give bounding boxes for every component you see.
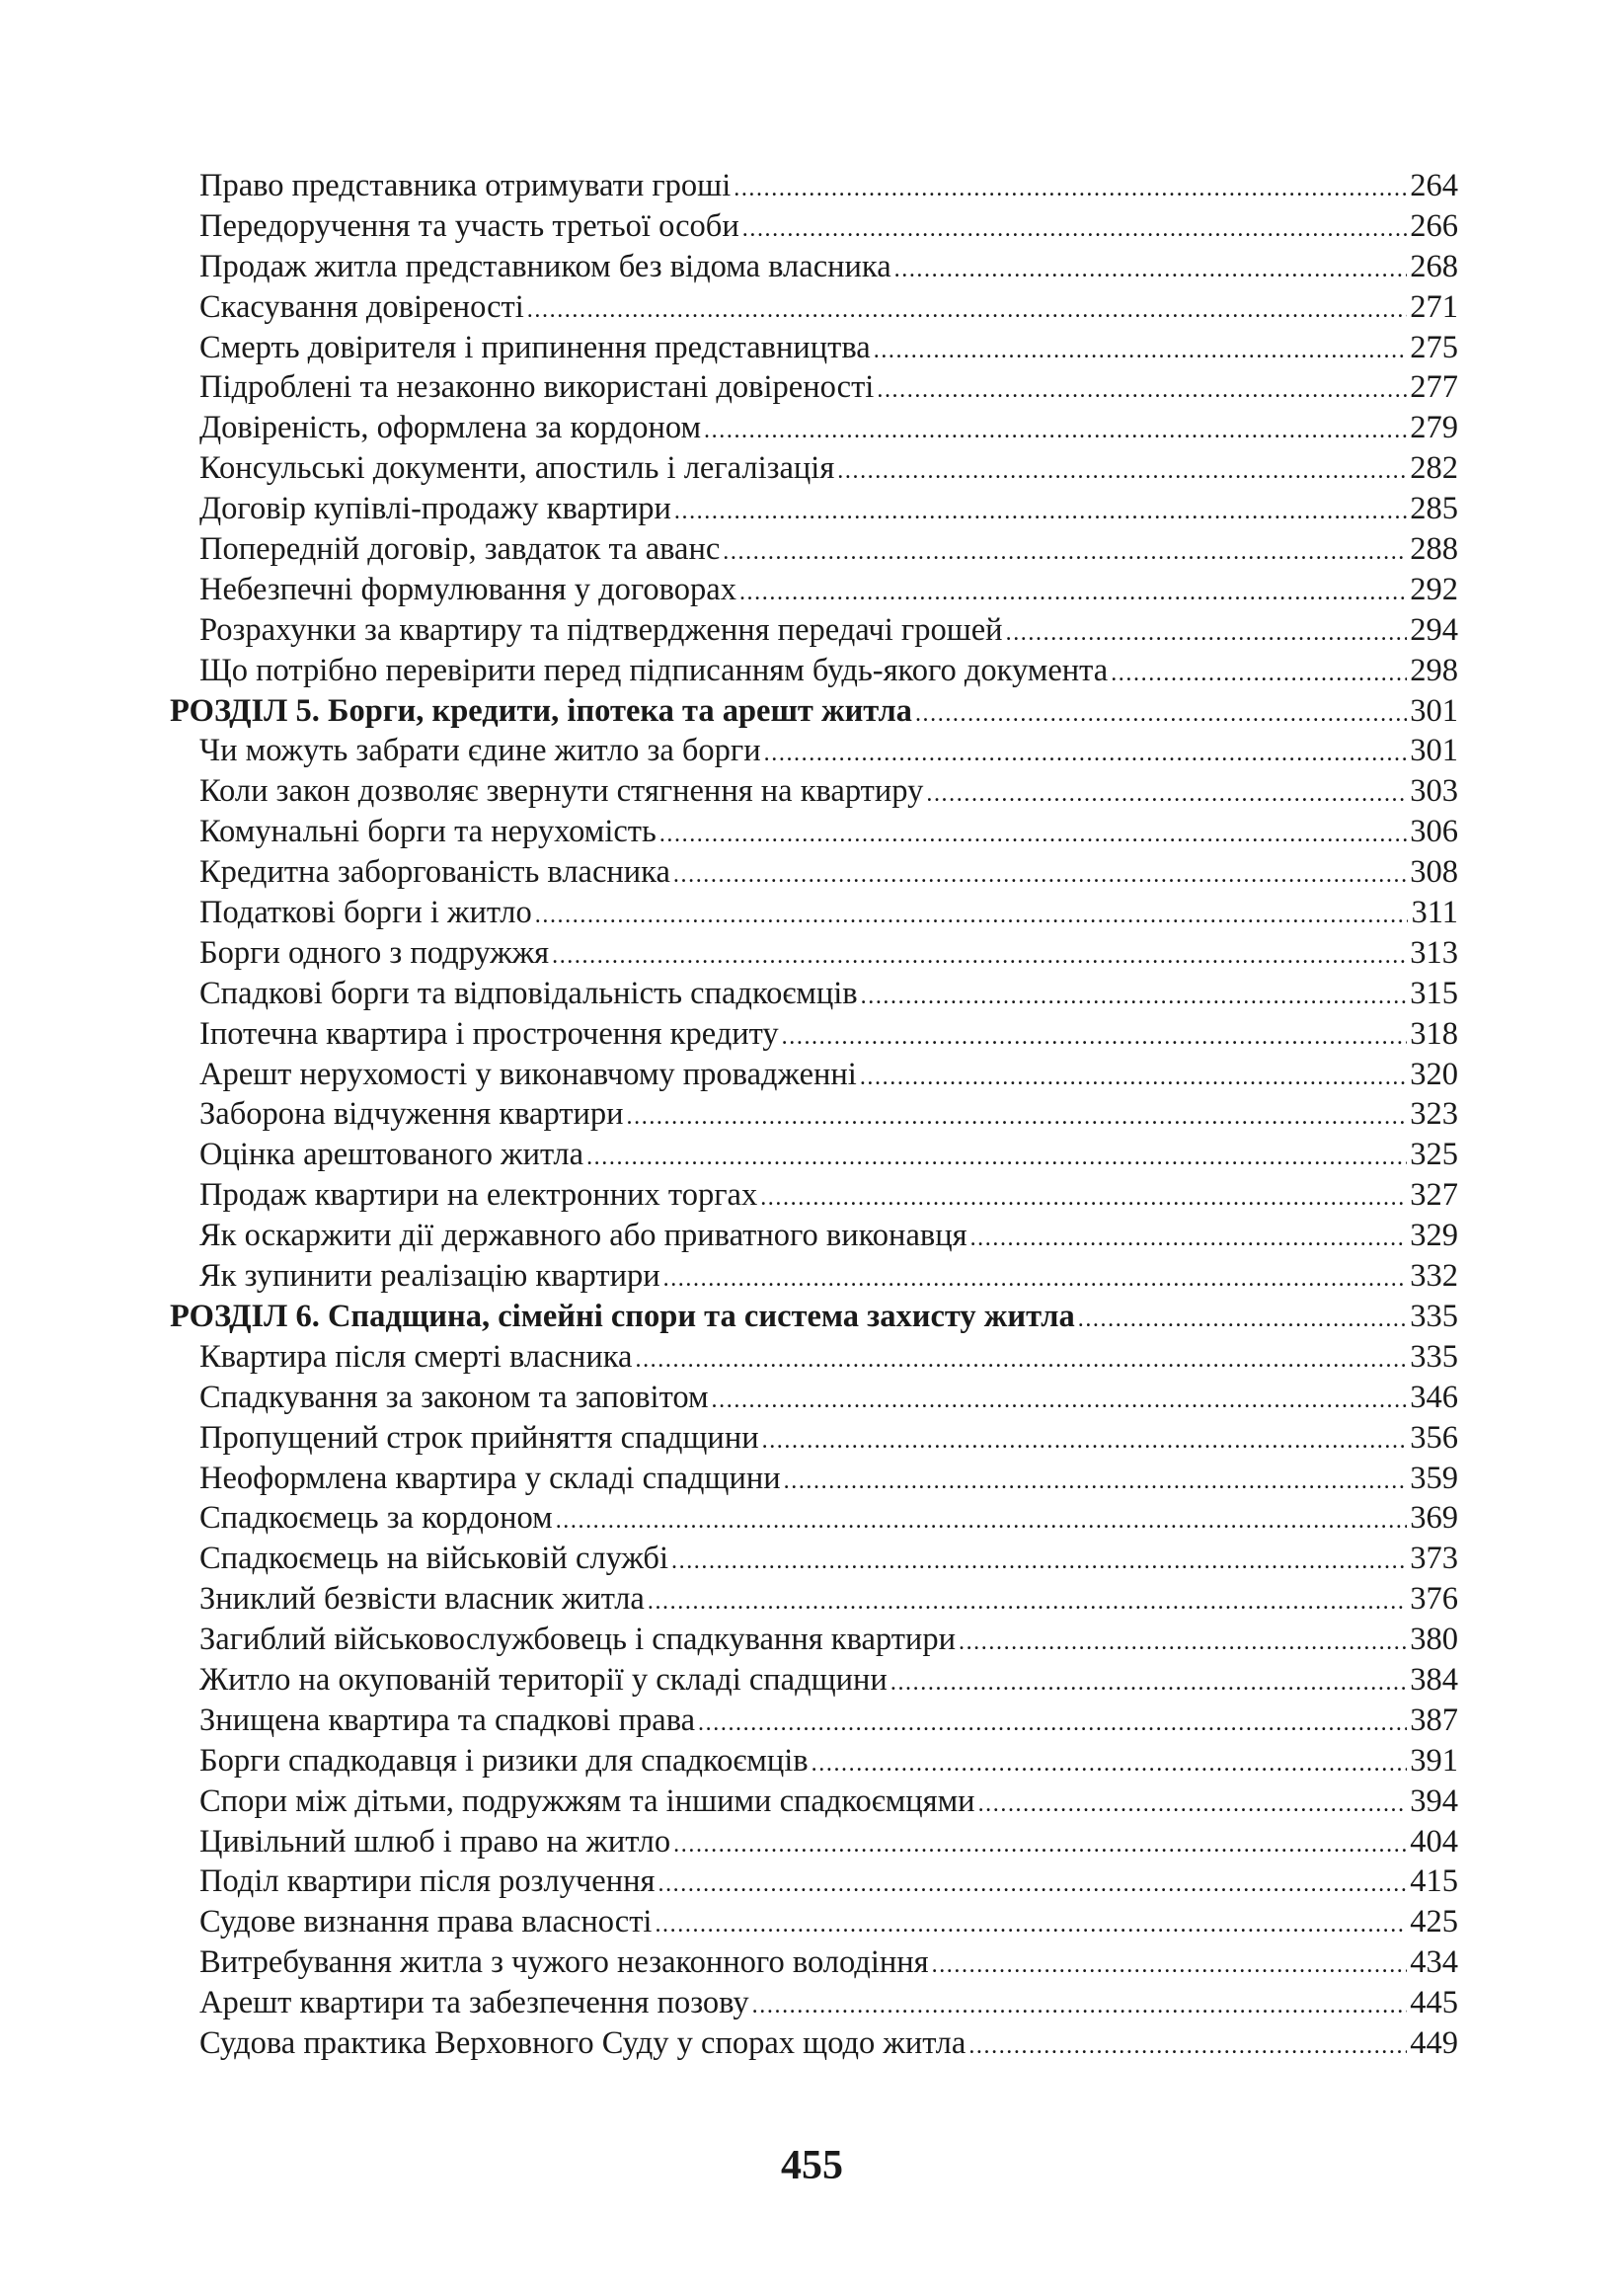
dot-leader — [655, 1905, 1407, 1942]
toc-entry — [170, 1701, 1458, 1741]
toc-entry-page: 335 — [1410, 1298, 1458, 1334]
dot-leader — [712, 1381, 1408, 1418]
dot-leader — [782, 1017, 1408, 1055]
dot-leader — [742, 209, 1408, 247]
toc-entry-title: Загиблий військовослужбовець і спадкування квартири — [199, 1622, 956, 1658]
dot-leader — [552, 936, 1407, 974]
dot-leader — [890, 1663, 1407, 1701]
dot-leader — [959, 1623, 1407, 1660]
toc-entry — [170, 731, 1458, 771]
dot-leader — [762, 1421, 1408, 1459]
toc-entry — [170, 1741, 1458, 1781]
toc-entry-page: 315 — [1410, 975, 1458, 1011]
toc-entry-page: 318 — [1410, 1015, 1458, 1052]
toc-entry-page: 303 — [1410, 773, 1458, 810]
toc-entry-title: Як оскаржити дії державного або приватного виконавця — [199, 1218, 967, 1254]
toc-entry — [170, 852, 1458, 893]
toc-entry-title: Оцінка арештованого житла — [199, 1137, 584, 1173]
dot-leader — [837, 451, 1407, 489]
dot-leader — [673, 1825, 1407, 1862]
toc-entry-title: Скасування довіреності — [199, 288, 524, 325]
toc-entry-title: Підроблені та незаконно використані довіреності — [199, 369, 875, 406]
dot-leader — [874, 331, 1408, 368]
toc-entry-page: 323 — [1410, 1096, 1458, 1133]
toc-entry-title: Арешт нерухомості у виконавчому провадженні — [199, 1056, 857, 1092]
toc-entry — [170, 328, 1458, 368]
toc-entry-title: Цивільний шлюб і право на житло — [199, 1823, 671, 1860]
toc-entry-page: 373 — [1410, 1541, 1458, 1577]
toc-entry-page: 325 — [1410, 1137, 1458, 1173]
toc-entry-title: Розрахунки за квартиру та підтвердження передачі грошей — [199, 611, 1003, 648]
toc-entry — [170, 206, 1458, 247]
toc-entry-page: 329 — [1410, 1218, 1458, 1254]
toc-entry-page: 384 — [1410, 1661, 1458, 1698]
dot-leader — [877, 370, 1407, 408]
toc-entry-title: Довіреність, оформлена за кордоном — [199, 410, 702, 446]
toc-entry-title: Договір купівлі-продажу квартири — [199, 491, 671, 527]
toc-entry-title: Квартира після смерті власника — [199, 1338, 633, 1375]
toc-entry — [170, 1378, 1458, 1418]
toc-entry-title: Смерть довірителя і припинення представництва — [199, 329, 871, 365]
toc-entry-page: 294 — [1410, 611, 1458, 648]
page-number: 455 — [781, 2143, 843, 2188]
toc-entry — [170, 1539, 1458, 1579]
toc-entry-page: 313 — [1410, 934, 1458, 971]
toc-entry-page: 301 — [1410, 733, 1458, 769]
toc-entry — [170, 2023, 1458, 2064]
toc-entry — [170, 610, 1458, 651]
toc-entry-page: 301 — [1410, 692, 1458, 729]
toc-entry — [170, 1902, 1458, 1942]
dot-leader — [932, 1945, 1408, 1983]
toc-entry-page: 449 — [1410, 2024, 1458, 2061]
toc-entry-page: 391 — [1410, 1742, 1458, 1779]
toc-entry-page: 306 — [1410, 814, 1458, 850]
dot-leader — [527, 290, 1407, 328]
toc-entry-title: Іпотечна квартира і прострочення кредиту — [199, 1015, 779, 1052]
toc-entry — [170, 893, 1458, 933]
dot-leader — [1111, 654, 1407, 691]
toc-entry-title: Спадкоємець на військовій службі — [199, 1541, 668, 1577]
toc-entry — [170, 974, 1458, 1014]
toc-entry — [170, 651, 1458, 691]
dot-leader — [657, 1864, 1407, 1902]
toc-entry-page: 298 — [1410, 652, 1458, 688]
toc-entry-title: Як зупинити реалізацію квартири — [199, 1258, 660, 1295]
dot-leader — [556, 1501, 1408, 1539]
dot-leader — [673, 855, 1407, 893]
toc-entry — [170, 1579, 1458, 1620]
dot-leader — [1006, 613, 1408, 651]
toc-entry — [170, 812, 1458, 852]
toc-entry-title: Спадкові борги та відповідальність спадкоємців — [199, 975, 858, 1011]
dot-leader — [704, 411, 1407, 448]
toc-entry-title: Судова практика Верховного Суду у спорах щодо житла — [199, 2024, 967, 2061]
dot-leader — [812, 1744, 1408, 1781]
toc-entry — [170, 1781, 1458, 1822]
toc-entry — [170, 1459, 1458, 1499]
dot-leader — [926, 774, 1407, 812]
toc-section-heading — [170, 691, 1458, 732]
toc-entry-page: 376 — [1410, 1581, 1458, 1618]
toc-entry — [170, 1256, 1458, 1297]
toc-entry-title: Консульські документи, апостиль і легалізація — [199, 450, 835, 487]
toc-entry-page: 356 — [1410, 1419, 1458, 1456]
toc-entry-title: Небезпечні формулювання у договорах — [199, 571, 736, 607]
dot-leader — [860, 1058, 1407, 1095]
toc-entry-title: Арешт квартири та забезпечення позову — [199, 1985, 749, 2021]
toc-entry-title: Знищена квартира та спадкові права — [199, 1702, 696, 1738]
dot-leader — [894, 250, 1408, 287]
toc-entry — [170, 489, 1458, 529]
toc-entry — [170, 1861, 1458, 1902]
toc-entry-page: 387 — [1410, 1702, 1458, 1738]
dot-leader — [915, 694, 1407, 732]
dot-leader — [760, 1178, 1407, 1216]
toc-entry-title: Житло на окупованій території у складі спадщини — [199, 1661, 888, 1698]
toc-entry-title: Зниклий безвісти власник житла — [199, 1581, 645, 1618]
toc-entry-title: Чи можуть забрати єдине житло за борги — [199, 733, 761, 769]
toc-entry-title: РОЗДІЛ 5. Борги, кредити, іпотека та арешт житла — [170, 692, 912, 729]
toc-entry-page: 425 — [1410, 1904, 1458, 1940]
toc-entry — [170, 1418, 1458, 1459]
dot-leader — [978, 1784, 1408, 1822]
toc-entry — [170, 1498, 1458, 1539]
toc-entry-title: Судове визнання права власності — [199, 1904, 653, 1940]
dot-leader — [535, 896, 1409, 933]
toc-entry — [170, 287, 1458, 328]
toc-entry-title: Спадкування за законом та заповітом — [199, 1379, 709, 1415]
toc-section-heading — [170, 1297, 1458, 1337]
toc-entry-page: 415 — [1410, 1863, 1458, 1900]
toc-entry-page: 369 — [1410, 1500, 1458, 1537]
dot-leader — [734, 169, 1407, 206]
dot-leader — [968, 2026, 1407, 2064]
dot-leader — [674, 492, 1407, 529]
toc-entry-page: 279 — [1410, 410, 1458, 446]
dot-leader — [586, 1138, 1407, 1175]
toc-entry — [170, 1620, 1458, 1660]
toc-entry-page: 285 — [1410, 491, 1458, 527]
toc-entry-title: Продаж житла представником без відома власника — [199, 248, 891, 284]
dot-leader — [752, 1986, 1408, 2023]
toc-entry-title: Борги одного з подружжя — [199, 934, 550, 971]
toc-entry — [170, 166, 1458, 206]
toc-entry-page: 346 — [1410, 1379, 1458, 1415]
toc-entry — [170, 1094, 1458, 1135]
toc-entry — [170, 1135, 1458, 1175]
toc-entry — [170, 1175, 1458, 1216]
toc-entry — [170, 570, 1458, 610]
toc-entry-page: 271 — [1410, 288, 1458, 325]
toc-entry-page: 332 — [1410, 1258, 1458, 1295]
dot-leader — [764, 734, 1408, 771]
dot-leader — [648, 1582, 1407, 1620]
toc-entry-page: 380 — [1410, 1622, 1458, 1658]
toc-entry-title: Податкові борги і житло — [199, 895, 532, 931]
toc-entry-page: 359 — [1410, 1460, 1458, 1496]
toc-entry-page: 275 — [1410, 329, 1458, 365]
dot-leader — [784, 1462, 1408, 1499]
dot-leader — [635, 1340, 1407, 1378]
dot-leader — [671, 1542, 1407, 1579]
toc-entry-page: 308 — [1410, 854, 1458, 891]
toc-entry — [170, 1014, 1458, 1055]
toc-entry-title: Спадкоємець за кордоном — [199, 1500, 553, 1537]
dot-leader — [970, 1219, 1408, 1256]
dot-leader — [723, 532, 1407, 570]
dot-leader — [698, 1703, 1407, 1741]
toc-entry-title: Продаж квартири на електронних торгах — [199, 1177, 758, 1214]
toc-entry-title: Поділ квартири після розлучення — [199, 1863, 656, 1900]
toc-entry — [170, 448, 1458, 489]
toc-entry — [170, 1822, 1458, 1862]
toc-entry-page: 292 — [1410, 571, 1458, 607]
toc-entry-page: 445 — [1410, 1985, 1458, 2021]
toc-entry-page: 264 — [1410, 168, 1458, 203]
toc-entry-title: Попередній договір, завдаток та аванс — [199, 531, 721, 568]
toc-entry-title: Право представника отримувати гроші — [199, 168, 732, 203]
dot-leader — [1078, 1300, 1408, 1337]
toc-entry-title: Витребування житла з чужого незаконного володіння — [199, 1944, 929, 1981]
toc-entry-page: 327 — [1410, 1177, 1458, 1214]
toc-entry-page: 404 — [1410, 1823, 1458, 1860]
toc-entry-title: Пропущений строк прийняття спадщини — [199, 1419, 759, 1456]
dot-leader — [659, 815, 1407, 852]
dot-leader — [627, 1097, 1408, 1135]
toc-entry-page: 320 — [1410, 1056, 1458, 1092]
toc-entry-title: Спори між дітьми, подружжям та іншими спадкоємцями — [199, 1782, 975, 1819]
toc-entry-title: Кредитна заборгованість власника — [199, 854, 670, 891]
toc-entry-page: 394 — [1410, 1782, 1458, 1819]
toc-entry-page: 311 — [1411, 895, 1458, 931]
toc-entry-title: Що потрібно перевірити перед підписанням будь-якого документа — [199, 652, 1109, 688]
toc-entry-page: 266 — [1410, 207, 1458, 244]
toc-entry — [170, 529, 1458, 570]
toc-entry — [170, 933, 1458, 974]
toc-entry — [170, 1055, 1458, 1095]
toc-entry-title: Передоручення та участь третьої особи — [199, 207, 739, 244]
toc-entry — [170, 408, 1458, 448]
toc-entry-title: Неоформлена квартира у складі спадщини — [199, 1460, 781, 1496]
toc-entry — [170, 1983, 1458, 2023]
toc-entry-title: Коли закон дозволяє звернути стягнення на квартиру — [199, 773, 924, 810]
toc-entry-page: 268 — [1410, 248, 1458, 284]
toc-entry-title: Комунальні борги та нерухомість — [199, 814, 657, 850]
dot-leader — [663, 1259, 1408, 1297]
toc-entry — [170, 1660, 1458, 1701]
dot-leader — [861, 977, 1408, 1014]
toc-entry — [170, 1337, 1458, 1378]
toc-entry-page: 335 — [1410, 1338, 1458, 1375]
toc-entry-title: Борги спадкодавця і ризики для спадкоємців — [199, 1742, 809, 1779]
toc-entry-title: РОЗДІЛ 6. Спадщина, сімейні спори та система захисту житла — [170, 1298, 1075, 1334]
toc-entry-page: 288 — [1410, 531, 1458, 568]
toc-entry — [170, 367, 1458, 408]
toc-entry-page: 282 — [1410, 450, 1458, 487]
toc-entry — [170, 771, 1458, 812]
table-of-contents — [170, 166, 1458, 2064]
toc-entry — [170, 247, 1458, 287]
toc-entry-page: 434 — [1410, 1944, 1458, 1981]
dot-leader — [739, 573, 1407, 610]
toc-entry — [170, 1942, 1458, 1983]
toc-entry-title: Заборона відчуження квартири — [199, 1096, 624, 1133]
toc-entry-page: 277 — [1410, 369, 1458, 406]
toc-entry — [170, 1216, 1458, 1256]
